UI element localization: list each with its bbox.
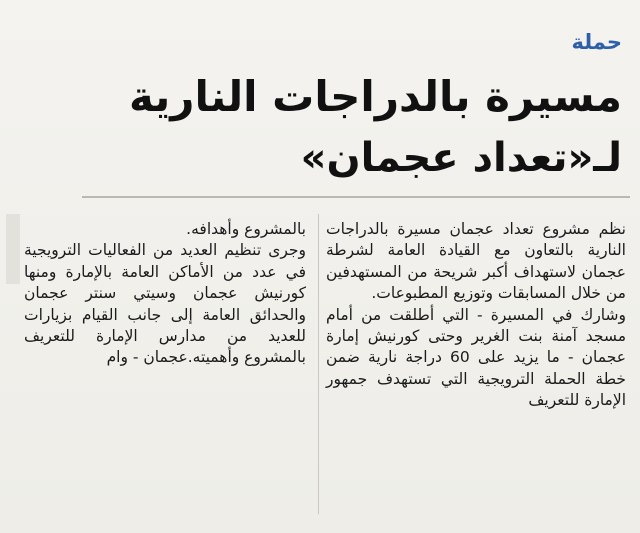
section-kicker: حملة [571,30,622,54]
paragraph-1: نظم مشروع تعداد عجمان مسيرة بالدراجات النارية بالتعاون مع القيادة العامة لشرطة عجمان لاستهداف أكبر شريحة من المستهدفين من خلال المسابقات وتوزيع المطبوعات. [326,220,626,303]
column-divider [318,214,319,514]
paragraph-2: وشارك في المسيرة - التي أطلقت من أمام مسجد آمنة بنت الغرير وحتى كورنيش إمارة عجمان - ما يزيد على 60 دراجة نارية ضمن خطة الحملة الترويجية التي تستهدف جمهور الإمارة للتعريف [326,305,626,410]
paragraph-3: بالمشروع وأهدافه. [186,220,306,238]
bleed-through-mark [6,214,20,284]
headline-rule [82,196,630,198]
article-column-left [24,219,306,369]
paragraph-4 [24,240,306,368]
paragraph-4-text: وجرى تنظيم العديد من الفعاليات الترويجية في عدد من الأماكن العامة بالإمارة ومنها كورنيش عجمان وسيتي سنتر عجمان والحدائق العامة إلى جانب القيام بزيارات للعديد من مدارس الإمارة للتعريف بالمشروع وأهميته. [24,241,306,367]
headline-line-2: لـ«تعداد عجمان» [300,135,622,181]
article-signature: عجمان - وام [106,348,188,367]
article-column-right [326,219,626,412]
headline-line-1: مسيرة بالدراجات النارية [129,72,622,121]
